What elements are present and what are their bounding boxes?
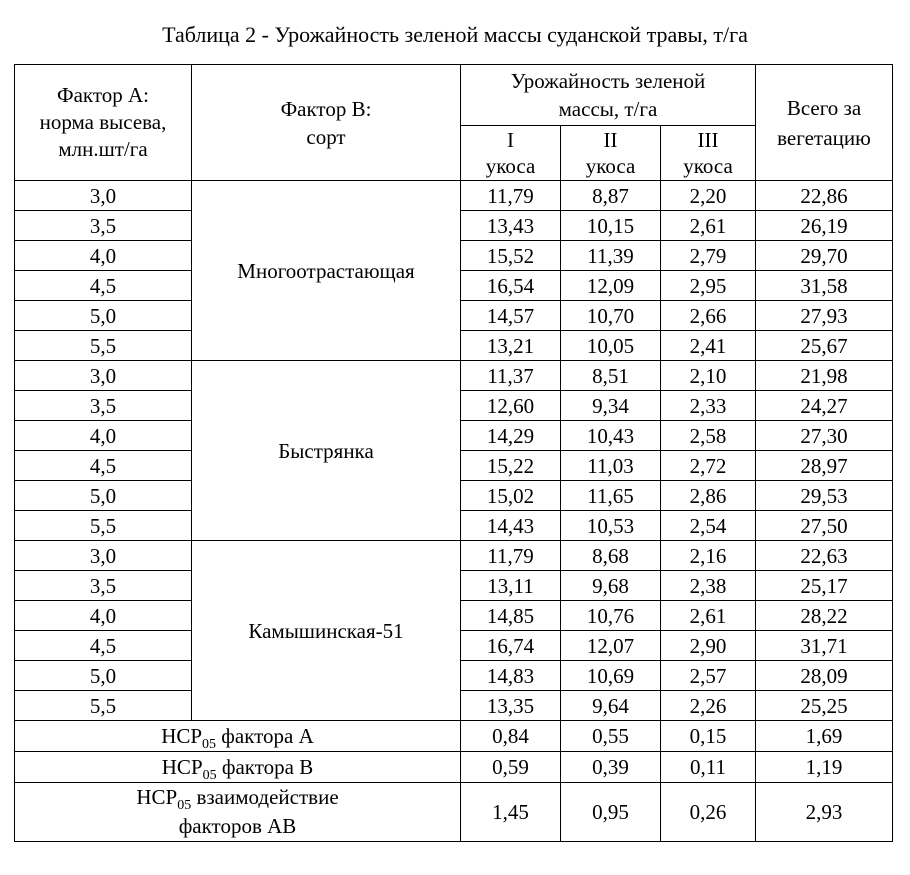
cut-2-yield-cell: 11,03 [561,451,661,481]
lsd-label-subscript: 05 [202,737,217,753]
seeding-rate-cell: 4,5 [15,631,192,661]
cut-2-yield-cell: 9,34 [561,391,661,421]
lsd-row [15,721,893,752]
seeding-rate-cell: 5,0 [15,661,192,691]
total-yield-cell: 24,27 [756,391,893,421]
cut-3-yield-cell: 2,86 [661,481,756,511]
cut-3-yield-cell: 2,20 [661,181,756,211]
lsd-label-cell [15,783,461,842]
cut-3-yield-cell: 2,26 [661,691,756,721]
cut-2-yield-cell: 8,68 [561,541,661,571]
lsd-label-line [15,783,460,812]
cut-3-yield-cell: 2,16 [661,541,756,571]
lsd-label-subscript: 05 [177,798,192,814]
header-factor-a-line3: млн.шт/га [58,137,148,161]
total-yield-cell: 28,09 [756,661,893,691]
variety-cell: Камышинская-51 [192,541,461,721]
lsd-total-cell: 2,93 [756,783,893,842]
lsd-label-cell [15,752,461,783]
seeding-rate-cell: 5,5 [15,331,192,361]
cut-2-yield-cell: 9,68 [561,571,661,601]
header-cut-1-word: укоса [485,154,536,178]
cut-2-yield-cell: 10,53 [561,511,661,541]
cut-1-yield-cell: 15,22 [461,451,561,481]
total-yield-cell: 26,19 [756,211,893,241]
cut-1-yield-cell: 14,85 [461,601,561,631]
total-yield-cell: 22,63 [756,541,893,571]
cut-2-yield-cell: 10,05 [561,331,661,361]
cut-2-yield-cell: 10,70 [561,301,661,331]
total-yield-cell: 29,70 [756,241,893,271]
lsd-c1-cell: 1,45 [461,783,561,842]
seeding-rate-cell: 5,5 [15,691,192,721]
seeding-rate-cell: 5,0 [15,301,192,331]
header-total-line1: Всего за [786,95,862,120]
total-yield-cell: 22,86 [756,181,893,211]
total-yield-cell: 21,98 [756,361,893,391]
lsd-row [15,783,893,842]
cut-1-yield-cell: 11,37 [461,361,561,391]
seeding-rate-cell: 4,5 [15,271,192,301]
lsd-row [15,752,893,783]
total-yield-cell: 25,67 [756,331,893,361]
cut-2-yield-cell: 10,76 [561,601,661,631]
lsd-label-line [15,724,460,753]
header-yield [461,65,756,126]
total-yield-cell: 27,50 [756,511,893,541]
cut-2-yield-cell: 8,51 [561,361,661,391]
lsd-label-prefix: НСР [136,785,178,809]
total-yield-cell: 28,22 [756,601,893,631]
cut-2-yield-cell: 11,65 [561,481,661,511]
header-cut-3-num: III [697,128,719,152]
total-yield-cell: 29,53 [756,481,893,511]
cut-3-yield-cell: 2,41 [661,331,756,361]
total-yield-cell: 25,25 [756,691,893,721]
header-cut-2-num: II [603,128,618,152]
lsd-label-prefix: НСР [161,755,203,779]
header-factor-a [15,65,192,181]
cut-1-yield-cell: 13,43 [461,211,561,241]
cut-2-yield-cell: 8,87 [561,181,661,211]
lsd-label-suffix: фактора А [216,724,314,748]
header-factor-a-line2: норма высева, [39,110,167,134]
seeding-rate-cell: 3,0 [15,181,192,211]
seeding-rate-cell: 3,5 [15,211,192,241]
cut-3-yield-cell: 2,66 [661,301,756,331]
seeding-rate-cell: 4,0 [15,421,192,451]
table-row [15,541,893,571]
cut-2-yield-cell: 10,15 [561,211,661,241]
header-factor-a-line1: Фактор А: [57,83,149,107]
header-cut-2 [561,126,661,181]
seeding-rate-cell: 4,0 [15,601,192,631]
cut-1-yield-cell: 11,79 [461,541,561,571]
header-row-1 [15,65,893,126]
header-total [756,65,893,181]
total-yield-cell: 28,97 [756,451,893,481]
cut-1-yield-cell: 13,11 [461,571,561,601]
header-cut-3-word: укоса [683,154,733,178]
total-yield-cell: 25,17 [756,571,893,601]
header-total-line2: вегетацию [777,125,871,150]
header-cut-3 [661,126,756,181]
cut-1-yield-cell: 16,54 [461,271,561,301]
cut-1-yield-cell: 15,02 [461,481,561,511]
total-yield-cell: 27,30 [756,421,893,451]
header-factor-b-line2: сорт [306,124,346,149]
cut-1-yield-cell: 13,21 [461,331,561,361]
cut-1-yield-cell: 12,60 [461,391,561,421]
lsd-c1-cell: 0,84 [461,721,561,752]
lsd-c2-cell: 0,39 [561,752,661,783]
cut-3-yield-cell: 2,33 [661,391,756,421]
lsd-c2-cell: 0,55 [561,721,661,752]
header-cut-1 [461,126,561,181]
seeding-rate-cell: 3,0 [15,361,192,391]
cut-2-yield-cell: 10,69 [561,661,661,691]
cut-2-yield-cell: 10,43 [561,421,661,451]
cut-3-yield-cell: 2,61 [661,211,756,241]
cut-1-yield-cell: 13,35 [461,691,561,721]
header-cut-2-word: укоса [585,154,636,178]
yield-table [14,64,893,842]
lsd-label-line [15,755,460,784]
variety-cell: Многоотрастающая [192,181,461,361]
cut-2-yield-cell: 11,39 [561,241,661,271]
cut-3-yield-cell: 2,79 [661,241,756,271]
cut-1-yield-cell: 16,74 [461,631,561,661]
cut-3-yield-cell: 2,10 [661,361,756,391]
lsd-label-subscript: 05 [202,768,217,784]
seeding-rate-cell: 4,0 [15,241,192,271]
table-row [15,181,893,211]
cut-3-yield-cell: 2,90 [661,631,756,661]
seeding-rate-cell: 3,5 [15,571,192,601]
cut-3-yield-cell: 2,54 [661,511,756,541]
lsd-c1-cell: 0,59 [461,752,561,783]
lsd-label-cell [15,721,461,752]
header-yield-line1: Урожайность зеленой [510,69,706,93]
lsd-label-line2: факторов АВ [178,814,297,838]
variety-cell: Быстрянка [192,361,461,541]
lsd-label-prefix: НСР [161,724,203,748]
lsd-total-cell: 1,19 [756,752,893,783]
table-title: Таблица 2 - Урожайность зеленой массы суданской травы, т/га [162,22,748,47]
cut-2-yield-cell: 12,07 [561,631,661,661]
cut-3-yield-cell: 2,38 [661,571,756,601]
cut-3-yield-cell: 2,58 [661,421,756,451]
lsd-c3-cell: 0,15 [661,721,756,752]
cut-1-yield-cell: 14,83 [461,661,561,691]
seeding-rate-cell: 3,0 [15,541,192,571]
header-factor-b-line1: Фактор В: [280,96,372,121]
lsd-label-suffix: взаимодействие [191,785,339,809]
cut-1-yield-cell: 14,29 [461,421,561,451]
cut-3-yield-cell: 2,57 [661,661,756,691]
seeding-rate-cell: 3,5 [15,391,192,421]
header-cut-1-num: I [507,128,514,152]
lsd-c3-cell: 0,11 [661,752,756,783]
table-row [15,361,893,391]
cut-1-yield-cell: 14,43 [461,511,561,541]
cut-3-yield-cell: 2,61 [661,601,756,631]
total-yield-cell: 27,93 [756,301,893,331]
header-factor-b [192,65,461,181]
total-yield-cell: 31,71 [756,631,893,661]
lsd-total-cell: 1,69 [756,721,893,752]
cut-1-yield-cell: 11,79 [461,181,561,211]
lsd-label-suffix: фактора В [216,755,314,779]
lsd-c3-cell: 0,26 [661,783,756,842]
cut-1-yield-cell: 15,52 [461,241,561,271]
total-yield-cell: 31,58 [756,271,893,301]
cut-3-yield-cell: 2,72 [661,451,756,481]
seeding-rate-cell: 4,5 [15,451,192,481]
cut-2-yield-cell: 12,09 [561,271,661,301]
lsd-c2-cell: 0,95 [561,783,661,842]
cut-1-yield-cell: 14,57 [461,301,561,331]
header-yield-line2: массы, т/га [558,97,658,121]
cut-3-yield-cell: 2,95 [661,271,756,301]
cut-2-yield-cell: 9,64 [561,691,661,721]
seeding-rate-cell: 5,0 [15,481,192,511]
seeding-rate-cell: 5,5 [15,511,192,541]
